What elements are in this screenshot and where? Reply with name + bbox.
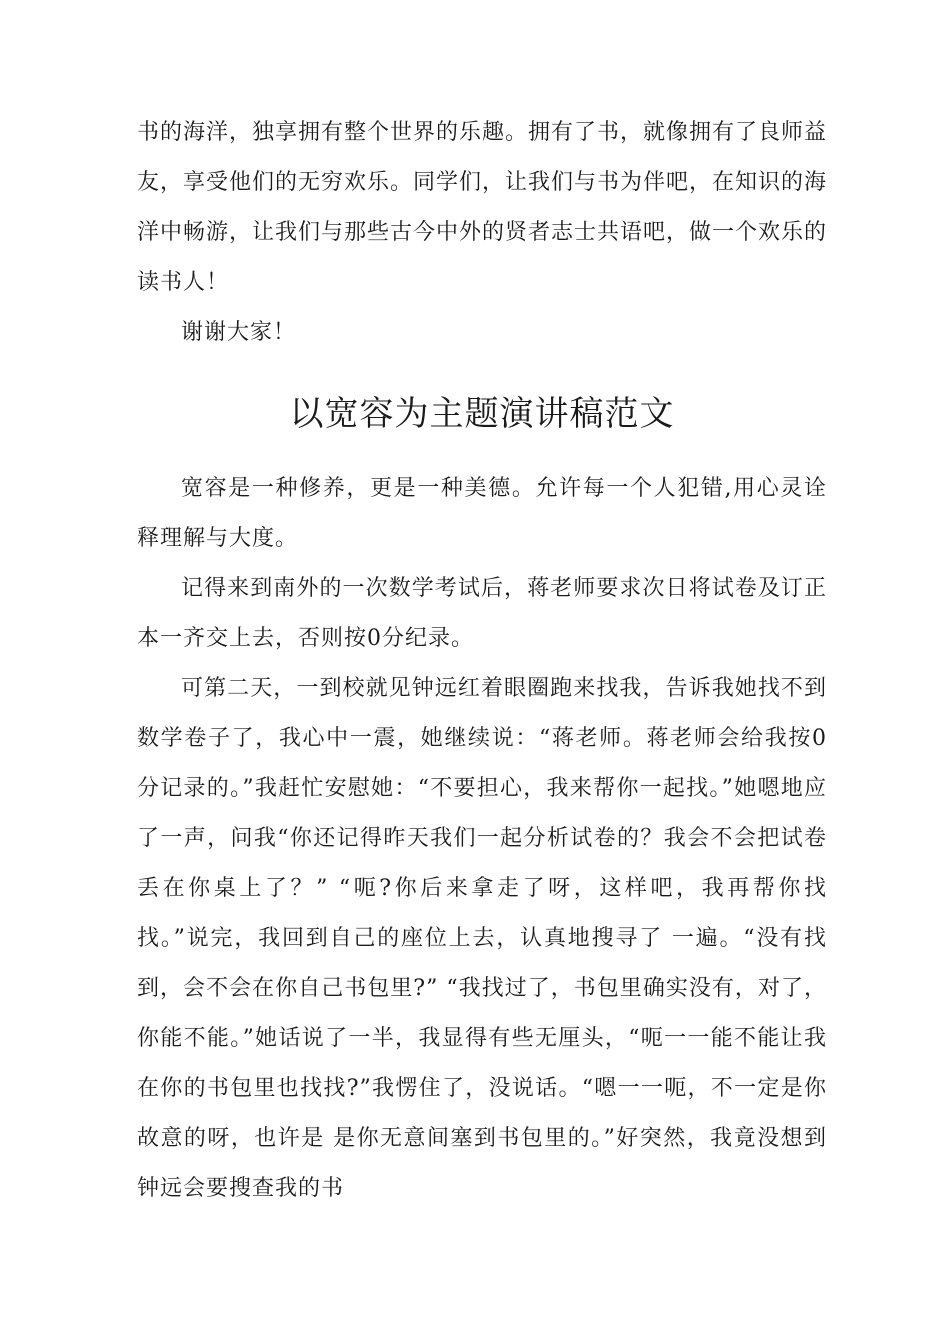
- body-paragraph-1: 宽容是一种修养，更是一种美德。允许每一个人犯错,用心灵诠释理解与大度。: [137, 476, 827, 551]
- top-paragraph: 书的海洋，独享拥有整个世界的乐趣。拥有了书，就像拥有了良师益友，享受他们的无穷欢乐。同学们，让我们与书为伴吧，在知识的海洋中畅游，让我们与那些古今中外的贤者志士共语吧，做一个欢乐的读书人！: [137, 120, 828, 295]
- document-page: [137, 108, 827, 1214]
- document-title: 以宽容为主题演讲稿范文: [289, 394, 675, 434]
- closing-line: 谢谢大家！: [181, 320, 297, 345]
- body-paragraph-2: 记得来到南外的一次数学考试后，蒋老师要求次日将试卷及订正本一齐交上去，否则按0分纪录。: [137, 576, 827, 651]
- body-paragraph-3: 可第二天，一到校就见钟远红着眼圈跑来找我，告诉我她找不到数学卷子了，我心中一震，她继续说：“蒋老师。蒋老师会给我按0分记录的。”我赶忙安慰她：“不要担心，我来帮你一起找。”她嗯地应了一声，问我“你还记得昨天我们一起分析试卷的？我会不会把试卷丢在你桌上了？” “呃?你后来拿走了呀，这样吧，我再帮你找找。”说完，我回到自己的座位上去，认真地搜寻了 一遍。“没有找到，会不会在你自己书包里?” “我找过了，书包里确实没有，对了，你能不能。”她话说了一半，我显得有些无厘头，“呃一一能不能让我在你的书包里也找找?”我愣住了，没说话。“嗯一一呃，不一定是你故意的呀，也许是 是你无意间塞到书包里的。”好突然，我竟没想到钟远会要搜查我的书: [137, 676, 827, 1201]
